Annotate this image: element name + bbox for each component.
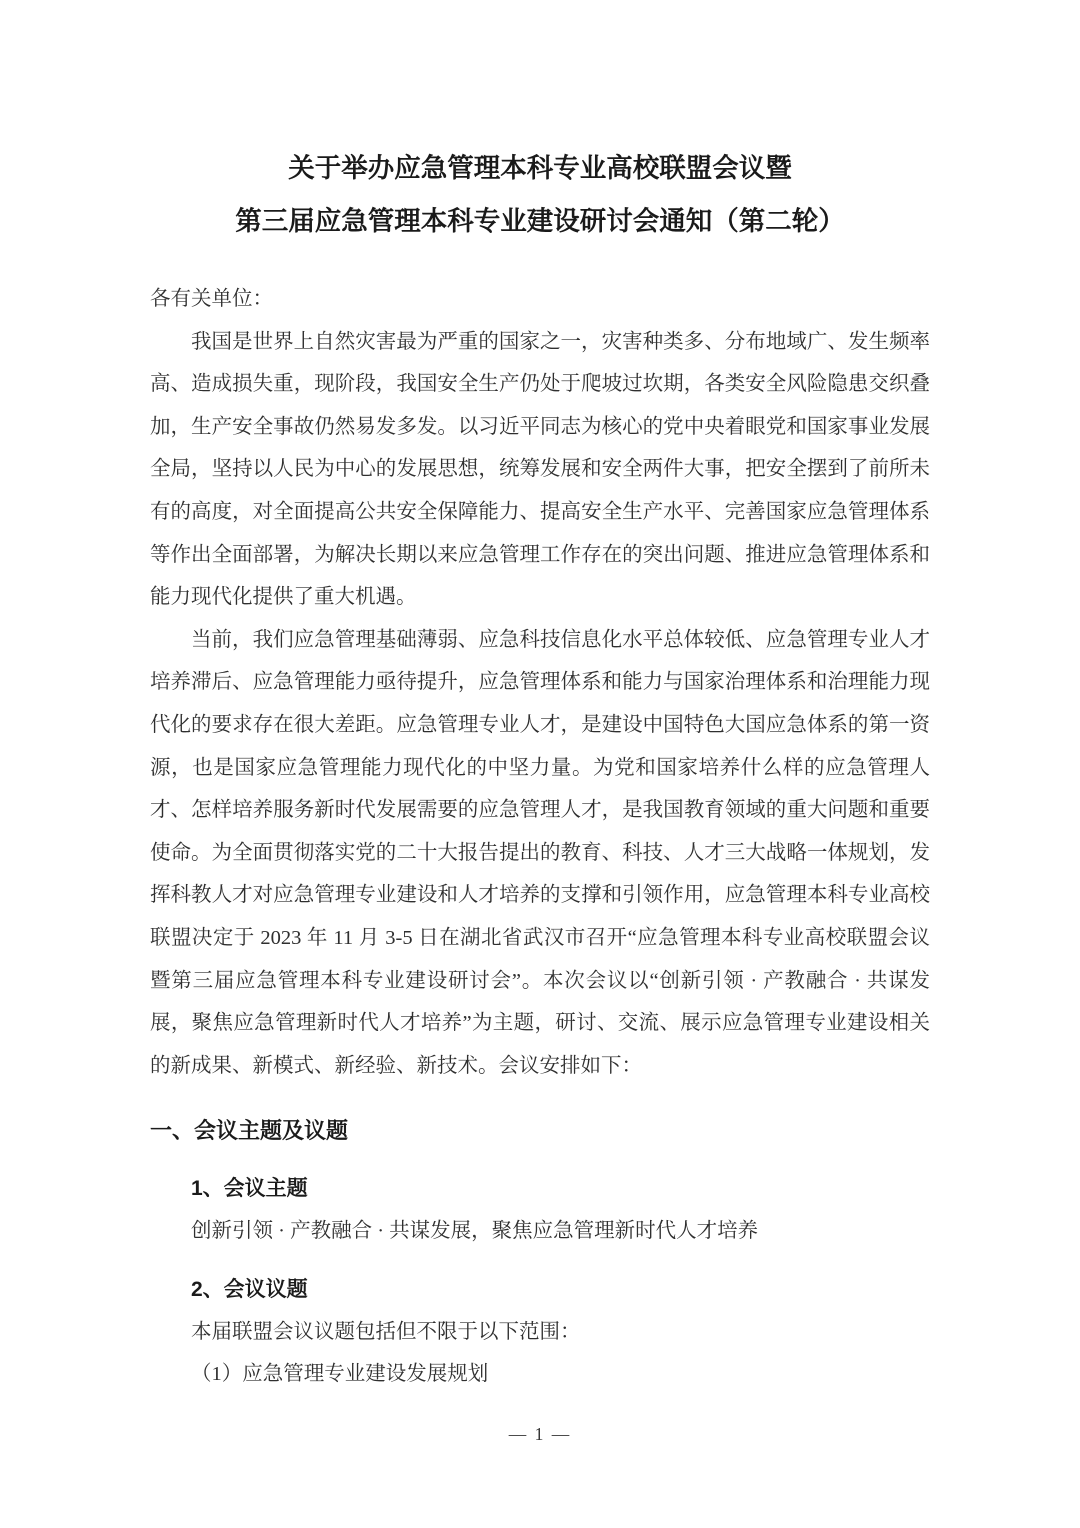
- salutation: 各有关单位：: [150, 288, 273, 310]
- paragraph-1: 我国是世界上自然灾害最为严重的国家之一，灾害种类多、分布地域广、发生频率高、造成损失重，现阶段，我国安全生产仍处于爬坡过坎期，各类安全风险隐患交织叠加，生产安全事故仍然易发多发。以习近平同志为核心的党中央着眼党和国家事业发展全局，坚持以人民为中心的发展思想，统筹发展和安全两件大事，把安全摆到了前所未有的高度，对全面提高公共安全保障能力、提高安全生产水平、完善国家应急管理体系等作出全面部署，为解决长期以来应急管理工作存在的突出问题、推进应急管理体系和能力现代化提供了重大机遇。: [150, 330, 930, 609]
- document-title-line-2: 第三届应急管理本科专业建设研讨会通知（第二轮）: [235, 206, 845, 236]
- topic-item-1: （1）应急管理专业建设发展规划: [191, 1363, 489, 1386]
- section-1-sub-2-heading: 2、会议议题: [191, 1277, 308, 1301]
- topics-intro-text: 本届联盟会议议题包括但不限于以下范围：: [191, 1320, 581, 1343]
- document-body: [150, 278, 930, 1396]
- document-title: [150, 142, 930, 248]
- document-title-line-1: 关于举办应急管理本科专业高校联盟会议暨: [288, 153, 792, 183]
- section-1-sub-1-heading: 1、会议主题: [191, 1177, 308, 1201]
- page-number: — 1 —: [508, 1424, 572, 1444]
- paragraph-2: 当前，我们应急管理基础薄弱、应急科技信息化水平总体较低、应急管理专业人才培养滞后、应急管理能力亟待提升，应急管理体系和能力与国家治理体系和治理能力现代化的要求存在很大差距。应急管理专业人才，是建设中国特色大国应急体系的第一资源，也是国家应急管理能力现代化的中坚力量。为党和国家培养什么样的应急管理人才、怎样培养服务新时代发展需要的应急管理人才，是我国教育领域的重大问题和重要使命。为全面贯彻落实党的二十大报告提出的教育、科技、人才三大战略一体规划，发挥科教人才对应急管理专业建设和人才培养的支撑和引领作用，应急管理本科专业高校联盟决定于 2023 年 11 月 3-5 日在湖北省武汉市召开“应急管理本科专业高校联盟会议暨第三届应急管理本科专业建设研讨会”。本次会议以“创新引领 · 产教融合 · 共谋发展，聚焦应急管理新时代人才培养”为主题，研讨、交流、展示应急管理专业建设相关的新成果、新模式、新经验、新技术。会议安排如下：: [150, 628, 930, 1077]
- section-1-heading: 一、会议主题及议题: [150, 1118, 349, 1144]
- conference-theme-text: 创新引领 · 产教融合 · 共谋发展，聚焦应急管理新时代人才培养: [191, 1220, 759, 1243]
